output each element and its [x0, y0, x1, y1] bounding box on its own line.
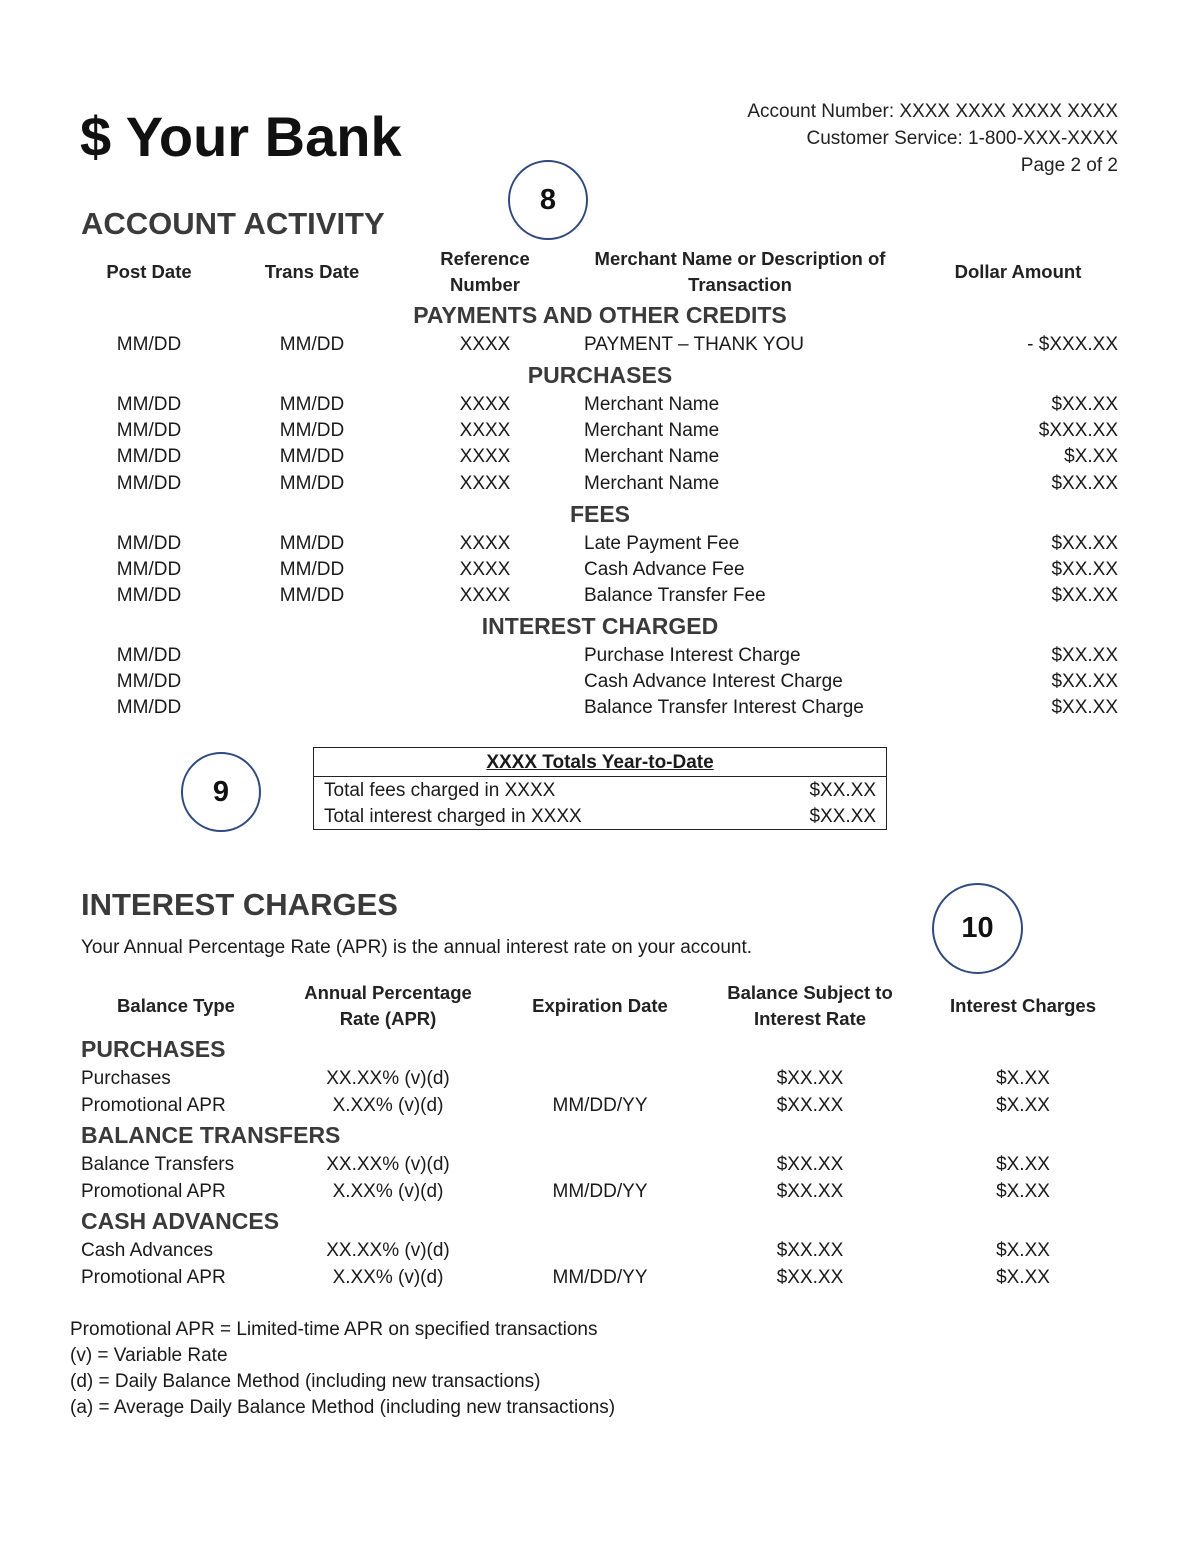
amount-cell: $XX.XX: [1051, 473, 1118, 494]
col-reference-line1: Reference: [440, 248, 530, 269]
apr-cell: XX.XX% (v)(d): [326, 1068, 450, 1089]
trans-date-cell: MM/DD: [279, 473, 345, 494]
description-cell: Merchant Name: [584, 473, 720, 494]
balance-type-cell: Purchases: [81, 1068, 171, 1089]
post-date-cell: MM/DD: [116, 533, 182, 554]
description-cell: Cash Advance Interest Charge: [584, 671, 843, 692]
ytd-divider: [314, 776, 886, 777]
post-date-cell: MM/DD: [116, 473, 182, 494]
expiration-cell: MM/DD/YY: [552, 1267, 648, 1288]
legend-line: (a) = Average Daily Balance Method (including new transactions): [70, 1397, 616, 1418]
legend-line: Promotional APR = Limited-time APR on specified transactions: [70, 1319, 598, 1340]
col-apr-line1: Annual Percentage: [304, 982, 472, 1003]
amount-cell: $XX.XX: [1051, 394, 1118, 415]
reference-cell: XXXX: [459, 585, 511, 606]
ytd-interest-amount: $XX.XX: [809, 806, 876, 827]
description-cell: Cash Advance Fee: [584, 559, 745, 580]
amount-cell: - $XXX.XX: [1027, 334, 1118, 355]
balance-subject-cell: $XX.XX: [776, 1154, 844, 1175]
callout-10: 10: [932, 883, 1023, 974]
post-date-cell: MM/DD: [116, 671, 182, 692]
activity-group-title: PAYMENTS AND OTHER CREDITS: [413, 302, 787, 328]
balance-type-cell: Promotional APR: [81, 1181, 226, 1202]
trans-date-cell: MM/DD: [279, 559, 345, 580]
col-merchant-line1: Merchant Name or Description of: [594, 248, 886, 269]
balance-type-cell: Balance Transfers: [81, 1154, 235, 1175]
balance-subject-cell: $XX.XX: [776, 1240, 844, 1261]
trans-date-cell: MM/DD: [279, 533, 345, 554]
apr-cell: X.XX% (v)(d): [332, 1181, 444, 1202]
ytd-title-text: XXXX Totals Year-to-Date: [486, 752, 714, 773]
interest-charges-title: INTEREST CHARGES: [81, 887, 398, 922]
trans-date-cell: MM/DD: [279, 446, 345, 467]
post-date-cell: MM/DD: [116, 334, 182, 355]
col-apr: [288, 980, 488, 1032]
ytd-fees-amount: $XX.XX: [809, 780, 876, 801]
legend-line: (v) = Variable Rate: [70, 1345, 228, 1366]
interest-charge-cell: $X.XX: [996, 1154, 1050, 1175]
post-date-cell: MM/DD: [116, 697, 182, 718]
amount-cell: $XX.XX: [1051, 645, 1118, 666]
description-cell: Purchase Interest Charge: [584, 645, 801, 666]
amount-cell: $XX.XX: [1051, 533, 1118, 554]
col-trans-date: Trans Date: [264, 261, 360, 282]
bank-name: $ Your Bank: [80, 105, 402, 168]
balance-type-cell: Promotional APR: [81, 1267, 226, 1288]
col-balance-subject: [710, 980, 910, 1032]
trans-date-cell: MM/DD: [279, 585, 345, 606]
amount-cell: $XX.XX: [1051, 585, 1118, 606]
post-date-cell: MM/DD: [116, 446, 182, 467]
activity-group-title: INTEREST CHARGED: [481, 613, 719, 639]
col-balance-subject-line2: Interest Rate: [753, 1008, 867, 1029]
apr-cell: X.XX% (v)(d): [332, 1095, 444, 1116]
col-balance-subject-line1: Balance Subject to: [727, 982, 893, 1003]
balance-subject-cell: $XX.XX: [776, 1068, 844, 1089]
balance-subject-cell: $XX.XX: [776, 1267, 844, 1288]
reference-cell: XXXX: [459, 334, 511, 355]
col-post-date: Post Date: [106, 261, 192, 282]
account-info: [747, 98, 1118, 179]
col-merchant: [580, 246, 900, 298]
interest-charge-cell: $X.XX: [996, 1240, 1050, 1261]
reference-cell: XXXX: [459, 420, 511, 441]
activity-group-title: PURCHASES: [527, 362, 673, 388]
amount-cell: $XX.XX: [1051, 697, 1118, 718]
col-dollar-amount: Dollar Amount: [954, 261, 1082, 282]
reference-cell: XXXX: [459, 533, 511, 554]
interest-group-title: PURCHASES: [81, 1036, 226, 1062]
reference-cell: XXXX: [459, 559, 511, 580]
amount-cell: $X.XX: [1064, 446, 1118, 467]
balance-type-cell: Promotional APR: [81, 1095, 226, 1116]
post-date-cell: MM/DD: [116, 645, 182, 666]
callout-8: 8: [508, 160, 588, 240]
description-cell: Merchant Name: [584, 394, 720, 415]
callout-9: 9: [181, 752, 261, 832]
post-date-cell: MM/DD: [116, 559, 182, 580]
interest-charge-cell: $X.XX: [996, 1068, 1050, 1089]
ytd-title: [314, 750, 886, 776]
col-interest-charges: Interest Charges: [950, 995, 1096, 1016]
description-cell: Merchant Name: [584, 446, 720, 467]
reference-cell: XXXX: [459, 473, 511, 494]
account-activity-title: ACCOUNT ACTIVITY: [81, 206, 385, 241]
apr-cell: X.XX% (v)(d): [332, 1267, 444, 1288]
description-cell: Late Payment Fee: [584, 533, 740, 554]
interest-charge-cell: $X.XX: [996, 1267, 1050, 1288]
post-date-cell: MM/DD: [116, 585, 182, 606]
apr-cell: XX.XX% (v)(d): [326, 1154, 450, 1175]
ytd-fees-label: Total fees charged in XXXX: [324, 780, 556, 801]
description-cell: Merchant Name: [584, 420, 720, 441]
legend: [70, 1317, 615, 1421]
description-cell: Balance Transfer Interest Charge: [584, 697, 864, 718]
account-number: Account Number: XXXX XXXX XXXX XXXX: [747, 101, 1118, 122]
col-apr-line2: Rate (APR): [339, 1008, 437, 1029]
col-reference: [420, 246, 550, 298]
interest-group-title: CASH ADVANCES: [81, 1208, 280, 1234]
col-merchant-line2: Transaction: [688, 274, 792, 295]
expiration-cell: MM/DD/YY: [552, 1095, 648, 1116]
interest-charge-cell: $X.XX: [996, 1181, 1050, 1202]
amount-cell: $XX.XX: [1051, 671, 1118, 692]
post-date-cell: MM/DD: [116, 420, 182, 441]
balance-subject-cell: $XX.XX: [776, 1095, 844, 1116]
ytd-interest-label: Total interest charged in XXXX: [324, 806, 582, 827]
amount-cell: $XX.XX: [1051, 559, 1118, 580]
description-cell: Balance Transfer Fee: [584, 585, 766, 606]
col-expiration-date: Expiration Date: [532, 995, 668, 1016]
reference-cell: XXXX: [459, 446, 511, 467]
legend-line: (d) = Daily Balance Method (including new transactions): [70, 1371, 541, 1392]
description-cell: PAYMENT – THANK YOU: [584, 334, 804, 355]
interest-charges-description: Your Annual Percentage Rate (APR) is the annual interest rate on your account.: [81, 937, 753, 958]
interest-charge-cell: $X.XX: [996, 1095, 1050, 1116]
balance-type-cell: Cash Advances: [81, 1240, 214, 1261]
activity-group-title: FEES: [569, 501, 631, 527]
trans-date-cell: MM/DD: [279, 420, 345, 441]
customer-service: Customer Service: 1-800-XXX-XXXX: [806, 128, 1118, 149]
reference-cell: XXXX: [459, 394, 511, 415]
expiration-cell: MM/DD/YY: [552, 1181, 648, 1202]
ytd-totals-box: [313, 747, 887, 830]
amount-cell: $XXX.XX: [1038, 420, 1118, 441]
balance-subject-cell: $XX.XX: [776, 1181, 844, 1202]
post-date-cell: MM/DD: [116, 394, 182, 415]
page-number: Page 2 of 2: [1020, 155, 1118, 176]
col-balance-type: Balance Type: [117, 995, 235, 1016]
apr-cell: XX.XX% (v)(d): [326, 1240, 450, 1261]
col-reference-line2: Number: [450, 274, 520, 295]
interest-group-title: BALANCE TRANSFERS: [81, 1122, 341, 1148]
trans-date-cell: MM/DD: [279, 394, 345, 415]
trans-date-cell: MM/DD: [279, 334, 345, 355]
